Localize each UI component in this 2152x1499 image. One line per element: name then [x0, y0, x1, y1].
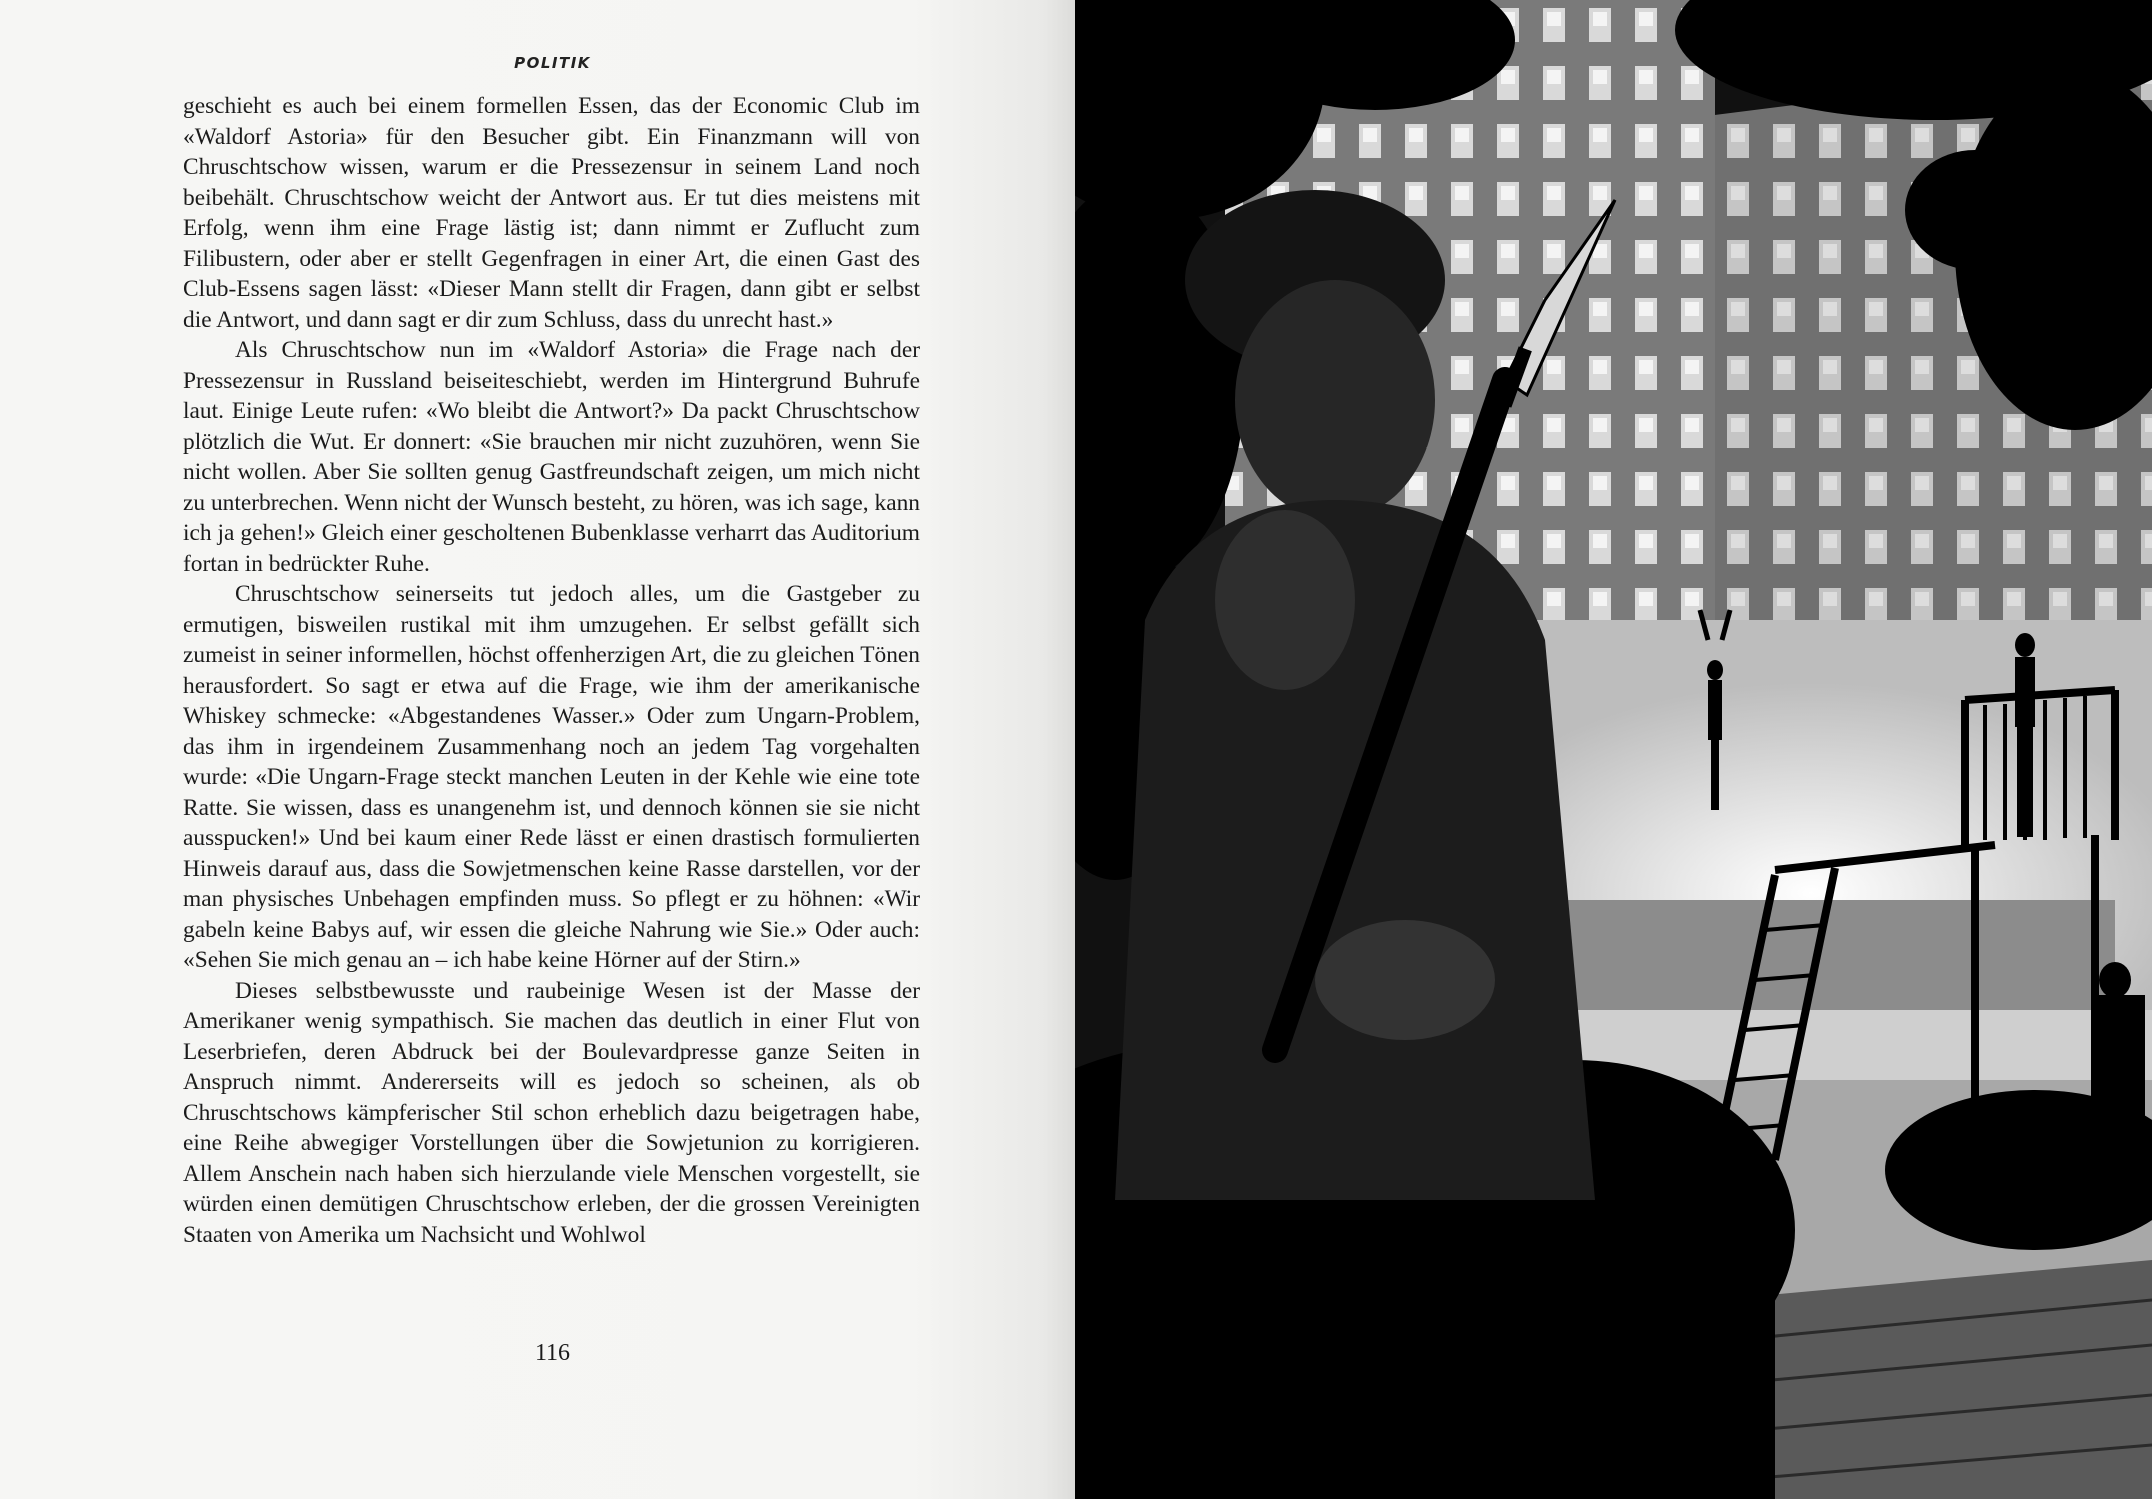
paragraph-4: Dieses selbstbewusste und raubeinige Wesen ist der Masse der Amerikaner wenig sympathisch. Sie machen das deutlich in einer Flut von Leserbriefen, deren Abdruck bei der Boulevardpresse ganze Seiten in Anspruch nimmt. Andererseits will es jedoch so scheinen, als ob Chruschtschows kämpferischer Stil schon erheblich dazu beigetragen habe, eine Reihe abwegiger Vorstellungen über die Sowjetunion zu korrigieren. Allem Anschein nach haben sich hierzulande viele Menschen vorgestellt, sie würden einen demütigen Chruschtschow erleben, der die grossen Vereinigten Staaten von Amerika um Nachsicht und Wohlwol: [183, 977, 920, 1248]
paragraph-2: Als Chruschtschow nun im «Waldorf Astoria» die Frage nach der Pressezensur in Russland beiseiteschiebt, werden im Hintergrund Buhrufe laut. Einige Leute rufen: «Wo bleibt die Antwort?» Da packt Chruschtschow plötzlich die Wut. Er donnert: «Sie brauchen mir nicht zuzuhören, wenn Sie nicht wollen. Aber Sie sollten genug Gastfreundschaft zeigen, um mich nicht zu unterbrechen. Wenn nicht der Wunsch besteht, zu hören, was ich sage, kann ich ja gehen!» Gleich einer gescholtenen Bubenklasse verharrt das Auditorium fortan in bedrückter Ruhe.: [183, 337, 920, 577]
page-number: 116: [534, 1340, 571, 1366]
running-head: POLITIK: [514, 54, 591, 72]
illustration-page: [1075, 0, 2152, 1499]
paragraph-3: Chruschtschow seinerseits tut jedoch alles, um die Gastgeber zu ermutigen, bisweilen rustikal mit ihm umzugehen. Er selbst gefällt sich zumeist in seiner informellen, höchst offenherzigen Art, die zu gleichen Tönen herausfordert. So sagt er etwa auf die Frage, wie ihm der amerikanische Whiskey schmecke: «Abgestandenes Wasser.» Oder zum Ungarn-Problem, das ihm in irgendeinem Zusammenhang noch an jedem Tag vorgehalten wurde: «Die Ungarn-Frage steckt manchen Leuten in der Kehle wie eine tote Ratte. Sie wissen, dass es unangenehm ist, und dennoch können sie sie nicht ausspucken!» Und bei kaum einer Rede lässt er einen drastisch formulierten Hinweis darauf aus, dass die Sowjetmenschen keine Rasse darstellen, vor der man physisches Unbehagen empfinden muss. So pflegt er zu höhnen: «Wir gabeln keine Babys auf, wir essen die gleiche Nahrung wie Sie.» Oder auch: «Sehen Sie mich genau an – ich habe keine Hörner auf der Stirn.»: [183, 581, 920, 973]
left-page: [0, 0, 1075, 1499]
paragraph-1: geschieht es auch bei einem formellen Essen, das der Economic Club im «Waldorf Astoria» für den Besucher gibt. Ein Finanzmann will von Chruschtschow wissen, warum er die Pressezensur in seinem Land noch beibehält. Chruschtschow weicht der Antwort aus. Er tut dies meistens mit Erfolg, wenn ihm eine Frage lästig ist; dann nimmt er Zuflucht zum Filibustern, oder aber er stellt Gegenfragen in einer Art, die einen Gast des Club-Essens sagen lässt: «Dieser Mann stellt dir Fragen, dann gibt er selbst die Antwort, und dann sagt er dir zum Schluss, dass du unrecht hast.»: [183, 93, 920, 333]
soldier-illustration: [1075, 0, 2152, 1499]
body-text: [183, 91, 920, 1250]
